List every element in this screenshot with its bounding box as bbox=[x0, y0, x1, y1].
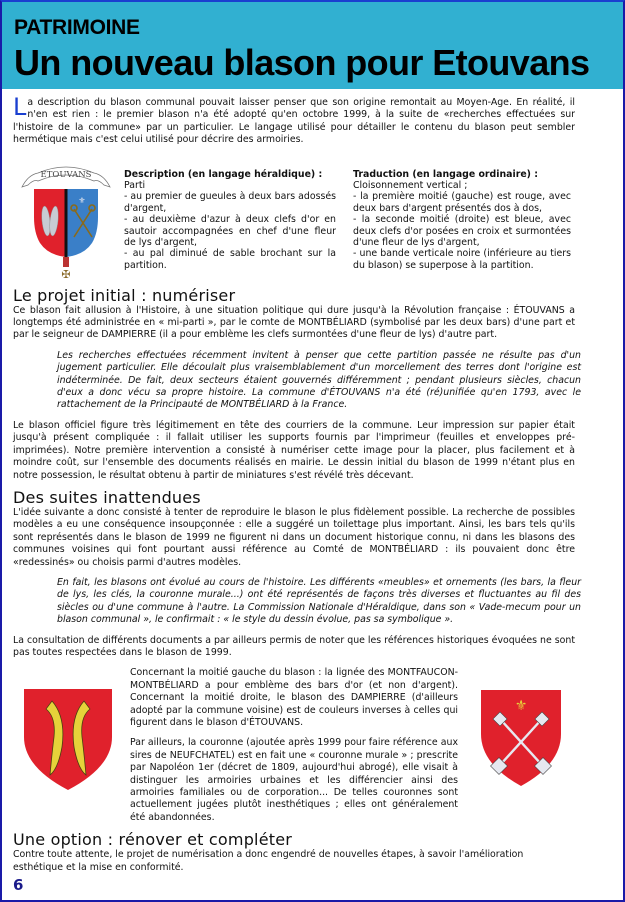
section-heading: Le projet initial : numériser bbox=[13, 285, 236, 305]
etouvans-crest-image bbox=[18, 157, 114, 282]
article-title: Un nouveau blason pour Etouvans bbox=[14, 42, 590, 83]
section-heading: Une option : rénover et compléter bbox=[13, 830, 293, 850]
fleur-de-lys-icon: ⚜ bbox=[514, 698, 528, 715]
quote-paragraph: En fait, les blasons ont évolué au cours de l'histoire. Les différents «meubles» et ornements (les bars, la fleur de lys, les clés, la couronne murale...) ont été représentés de façons très diverses et fluctuantes au fil des siècles ou d'une commune à l'autre. La Commission Nationale d'Héraldique, dans son « Vade-mecum pour un blason communal », le confirmait : « le style du dessin évolue, pas sa symbolique ». bbox=[57, 576, 581, 626]
description-line: - au pal diminué de sable brochant sur la partition. bbox=[124, 248, 336, 271]
description-line: - au premier de gueules à deux bars adossés d'argent, bbox=[124, 191, 336, 214]
translation-line: - une bande verticale noire (inférieure au tiers du blason) se superpose à la partition. bbox=[353, 248, 571, 271]
intro-text: a description du blason communal pouvait laisser penser que son origine remontait au Moyen-Age. En réalité, il n'en est rien : le premier blason n'a été adopté qu'en octobre 1999, à la suite de «recherches effectuées sur l'histoire de la commune» par un particulier. Le langage utilisé pour détailler le contenu du blason peut sembler hermétique mais c'est celui utilisé pour décrire des armoiries. bbox=[13, 97, 575, 146]
description-heading: Description (en langage héraldique) : bbox=[124, 168, 323, 180]
page-header bbox=[2, 2, 623, 89]
section-rubric: PATRIMOINE bbox=[14, 16, 140, 39]
body-paragraph: Par ailleurs, la couronne (ajoutée après 1999 pour faire référence aux sires de NEUFCHATEL) est en fait une « couronne murale » ; prescrite par Napoléon 1er (décret de 1809, aujourd'hui abrogé), elle visait à distinguer les armoiries urbaines et les différencier ainsi des armoiries familiales ou de corporation... De telles couronnes sont actuellement jugées plutôt inesthétiques ; elles ont généralement été abandonnées. bbox=[130, 737, 458, 823]
heraldic-description bbox=[124, 169, 336, 272]
article-body bbox=[2, 89, 623, 900]
translation-line: Cloisonnement vertical ; bbox=[353, 180, 468, 192]
body-paragraph: Concernant la moitié gauche du blason : la lignée des MONTFAUCON-MONTBÉLIARD a pour emblème des bars d'or (et non d'argent). Concernant la moitié droite, le blason des DAMPIERRE (d'ailleurs adopté par la commune voisine) est de couleurs inverses à celles qui figurent dans le blason d'ÉTOUVANS. bbox=[130, 667, 458, 728]
medal-ribbon bbox=[63, 257, 69, 267]
translation-heading: Traduction (en langage ordinaire) : bbox=[353, 168, 538, 180]
dampierre-crest-image bbox=[479, 688, 563, 788]
plain-translation bbox=[353, 169, 571, 272]
crest-sable-pale bbox=[65, 189, 68, 257]
body-paragraph: Contre toute attente, le projet de numérisation a donc engendré de nouvelles étapes, à savoir l'amélioration esthétique et la mise en conformité. bbox=[13, 849, 524, 873]
translation-line: - la première moitié (gauche) est rouge, avec deux bars d'argent présentés dos à dos, bbox=[353, 191, 571, 214]
montbeliard-crest-image bbox=[22, 687, 114, 792]
body-paragraph: L'idée suivante a donc consisté à tenter de reproduire le blason le plus fidèlement possible. La recherche de possibles modèles a eu une conséquence insoupçonnée : elle a suggéré un toilettage plus important. Ainsi, les bars tels qu'ils sont représentés dans le blason de 1999 ne figurent ni dans un document historique connu, ni dans les blasons des communes voisines qui font pourtant aussi référence au Comté de MONTBÉLIARD : ils pouvaient donc être «redessinés» ou choisis parmi d'autres modèles. bbox=[13, 506, 575, 568]
montbeliard-shield bbox=[24, 689, 112, 790]
drop-cap: L bbox=[13, 93, 27, 121]
body-paragraph: Le blason officiel figure très légitimement en tête des courriers de la commune. Leur impression sur papier était jusqu'à présent compliquée : il fallait utiliser les supports fournis par l'imprimeur (feuilles et enveloppes pré-imprimées). Notre première intervention a consisté à numériser cette image pour la placer, plus facilement et à moindre coût, sur l'ensemble des documents réalisés en mairie. Le dessin initial du blason de 1999 n'étant plus en notre possession, le résultat obtenu à partir de miniatures s'est révélé très décevant. bbox=[13, 419, 575, 481]
comparison-text bbox=[130, 667, 458, 824]
crest-description-row bbox=[13, 157, 575, 282]
medal-cross-icon: ✠ bbox=[61, 267, 71, 281]
body-paragraph: Ce blason fait allusion à l'Histoire, à une situation politique qui dure jusqu'à la Révolution française : ÉTOUVANS a longtemps été administrée en « mi-parti », par le comte de MONTBÉLIARD (symbolisé par les deux bars) d'une part et par le seigneur de DAMPIERRE (il a pour emblème les clefs surmontées d'une fleur de lys) d'autre part. bbox=[13, 304, 575, 341]
intro-paragraph bbox=[13, 93, 575, 147]
crest-banner-text: ETOUVANS bbox=[40, 169, 92, 180]
body-paragraph: La consultation de différents documents a par ailleurs permis de noter que les références historiques évoquées ne sont pas toutes respectées dans le blason de 1999. bbox=[13, 634, 575, 658]
crest-comparison-row bbox=[13, 667, 575, 824]
fleur-de-lys-icon: ⚜ bbox=[78, 195, 86, 205]
description-line: - au deuxième d'azur à deux clefs d'or en sautoir accompagnées en chef d'une fleur de lys d'argent, bbox=[124, 214, 336, 249]
quote-paragraph: Les recherches effectuées récemment invitent à penser que cette partition passée ne résulte pas d'un jugement particulier. Elle découlait plus vraisemblablement d'un morcellement des terres dont l'origine est indéterminée. De fait, deux secteurs étaient gouvernés différemment ; pendant plusieurs siècles, chacun d'eux a donc vécu sa propre histoire. La commune d'ÉTOUVANS n'a été (ré)unifiée qu'en 1793, avec le rattachement de la Principauté de MONTBÉLIARD à la France. bbox=[57, 349, 581, 411]
description-line: Parti bbox=[124, 180, 146, 192]
section-heading: Des suites inattendues bbox=[13, 487, 201, 507]
page-number: 6 bbox=[13, 876, 24, 895]
translation-line: - la seconde moitié (droite) est bleue, avec deux clefs d'or posées en croix et surmontées d'une fleur de lys d'argent, bbox=[353, 214, 571, 249]
